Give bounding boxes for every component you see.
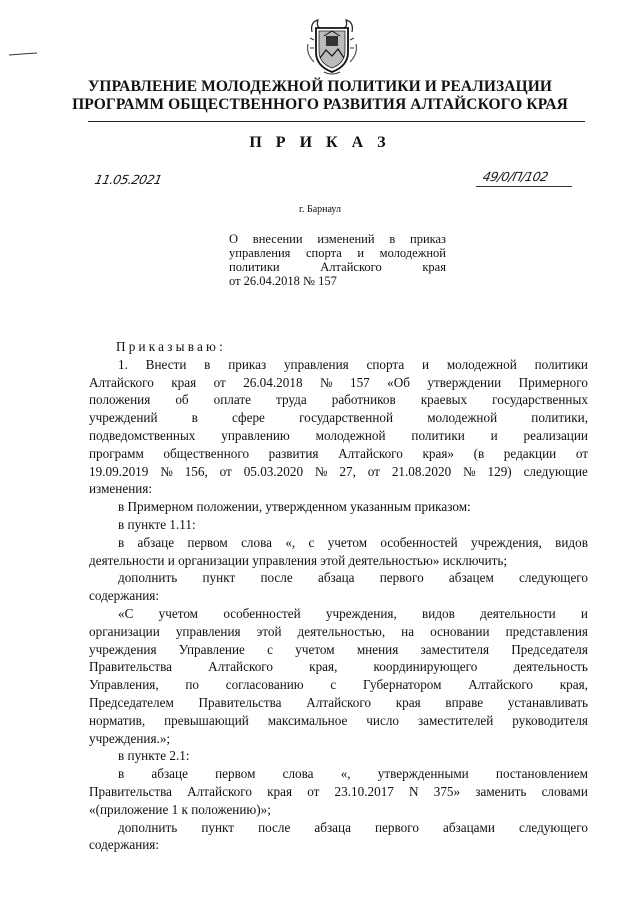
body-line: положения об оплате труда работников краевых государственных: [89, 392, 588, 408]
coat-of-arms-emblem: [302, 14, 362, 76]
body-line: норматив, превышающий максимальное число заместителей руководителя: [89, 712, 588, 728]
subject-line: от 26.04.2018 № 157: [229, 274, 337, 288]
body-line: содержания:: [89, 837, 160, 853]
body-line: учреждений в сфере государственной молодежной политики,: [89, 410, 588, 426]
body-line: в пункте 1.11:: [118, 516, 196, 532]
body-line: программ общественного развития Алтайского края» (в редакции от: [89, 445, 588, 461]
body-line: в Примерном положении, утвержденном указанным приказом:: [118, 499, 471, 515]
document-title: П Р И К А З: [249, 134, 391, 151]
organization-name-line2: ПРОГРАММ ОБЩЕСТВЕННОГО РАЗВИТИЯ АЛТАЙСКОГО КРАЯ: [72, 96, 568, 113]
body-line: организации управления этой деятельностью, на основании представления: [89, 623, 588, 639]
body-line: деятельности и организации управления этой деятельностью» исключить;: [89, 552, 508, 568]
body-line: Управления, по согласованию с Губернатором Алтайского края,: [89, 677, 588, 693]
body-line: «С учетом особенностей учреждения, видов деятельности и: [118, 605, 588, 621]
number-underline: [476, 186, 572, 187]
body-line: «(приложение 1 к положению)»;: [89, 801, 271, 817]
body-line: Правительства Алтайского края от 23.10.2017 N 375» заменить словами: [89, 783, 588, 799]
subject-line: О внесении изменений в приказ: [229, 232, 446, 246]
body-line: дополнить пункт после абзаца первого абзацем следующего: [118, 570, 588, 586]
order-body: [89, 338, 588, 854]
city-label: г. Барнаул: [299, 204, 341, 215]
order-word: Приказываю:: [116, 339, 226, 354]
body-line: в абзаце первом слова «, с учетом особенностей учреждения, видов: [118, 534, 588, 550]
body-line: 19.09.2019 № 156, от 05.03.2020 № 27, от 21.08.2020 № 129) следующие: [89, 463, 588, 479]
handwritten-number: 49/0/П/102: [481, 169, 550, 184]
subject-line: политики Алтайского края: [229, 260, 446, 274]
body-line: подведомственных управлению молодежной политики и реализации: [89, 427, 588, 443]
body-line: учреждения.»;: [89, 730, 171, 746]
header-divider: [88, 121, 585, 122]
body-line: учреждения Управление с учетом мнения заместителя Председателя: [89, 641, 588, 657]
body-line: 1. Внести в приказ управления спорта и молодежной политики: [118, 356, 588, 372]
body-line: Алтайского края от 26.04.2018 № 157 «Об утверждении Примерного: [89, 374, 588, 390]
body-line: в абзаце первом слова «, утвержденными постановлением: [118, 766, 588, 782]
subject-line: управления спорта и молодежной: [229, 246, 446, 260]
subject-block: [229, 232, 446, 288]
body-line: изменения:: [89, 481, 153, 497]
body-line: Правительства Алтайского края, координирующего деятельность: [89, 659, 588, 675]
margin-mark: [8, 44, 38, 50]
body-line: дополнить пункт после абзаца первого абзацами следующего: [118, 819, 588, 835]
handwritten-date: 11.05.2021: [93, 172, 164, 187]
body-line: содержания:: [89, 588, 160, 604]
organization-name-line1: УПРАВЛЕНИЕ МОЛОДЕЖНОЙ ПОЛИТИКИ И РЕАЛИЗАЦИИ: [87, 78, 553, 95]
body-line: Председателем Правительства Алтайского края вправе устанавливать: [89, 694, 588, 710]
body-line: в пункте 2.1:: [118, 748, 190, 764]
